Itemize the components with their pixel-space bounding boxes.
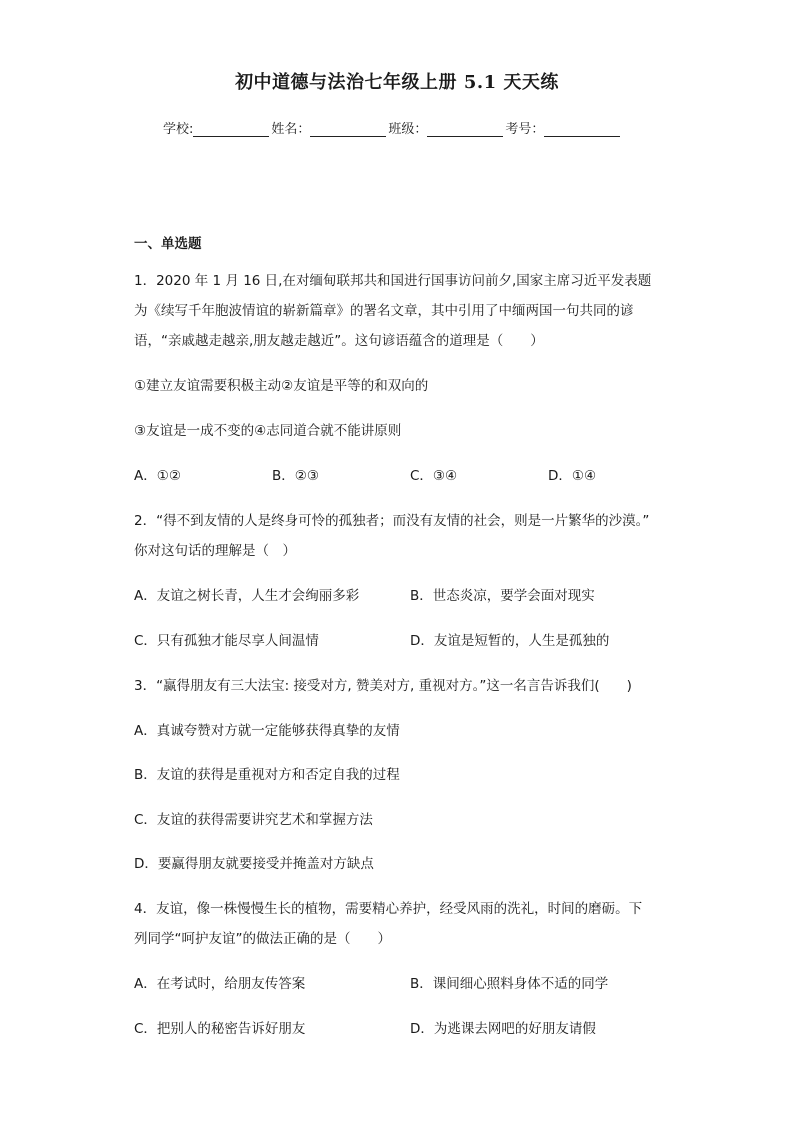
section-heading: 一、单选题 bbox=[134, 236, 202, 252]
class-label: 班级： bbox=[388, 122, 428, 137]
school-label: 学校: bbox=[163, 122, 194, 137]
question-1-option-b[interactable]: B．②③ bbox=[272, 468, 319, 484]
page-title: 初中道德与法治七年级上册 5.1 天天练 bbox=[235, 72, 559, 93]
question-3-line-1: 3．“赢得朋友有三大法宝: 接受对方, 赞美对方, 重视对方。”这一名言告诉我们( ) bbox=[134, 678, 632, 694]
question-3-option-d[interactable]: D．要赢得朋友就要接受并掩盖对方缺点 bbox=[134, 856, 374, 872]
question-2-option-c[interactable]: C．只有孤独才能尽享人间温情 bbox=[134, 633, 319, 649]
class-blank[interactable] bbox=[427, 122, 503, 137]
question-4-line-1: 4．友谊，像一株慢慢生长的植物，需要精心养护，经受风雨的洗礼，时间的磨砺。下 bbox=[134, 901, 643, 917]
question-2-option-b[interactable]: B．世态炎凉，要学会面对现实 bbox=[410, 588, 595, 604]
student-info-row bbox=[163, 118, 622, 137]
question-1-option-a[interactable]: A．①② bbox=[134, 468, 181, 484]
question-2-line-1: 2．“得不到友情的人是终身可怜的孤独者；而没有友情的社会，则是一片繁华的沙漠。” bbox=[134, 513, 650, 529]
question-3-option-a[interactable]: A．真诚夸赞对方就一定能够获得真挚的友情 bbox=[134, 723, 400, 739]
question-4-option-b[interactable]: B．课间细心照料身体不适的同学 bbox=[410, 976, 609, 992]
name-label: 姓名： bbox=[271, 122, 311, 137]
question-1-line-3: 语，“亲戚越走越亲,朋友越走越近”。这句谚语蕴含的道理是（ ） bbox=[134, 333, 544, 349]
question-2-option-d[interactable]: D．友谊是短暂的，人生是孤独的 bbox=[410, 633, 610, 649]
question-1-statement-2: ③友谊是一成不变的④志同道合就不能讲原则 bbox=[134, 423, 402, 439]
question-1-line-2: 为《续写千年胞波情谊的崭新篇章》的署名文章，其中引用了中缅两国一句共同的谚 bbox=[134, 303, 634, 319]
question-3-option-c[interactable]: C．友谊的获得需要讲究艺术和掌握方法 bbox=[134, 812, 373, 828]
question-1-statement-1: ①建立友谊需要积极主动②友谊是平等的和双向的 bbox=[134, 378, 429, 394]
question-4-line-2: 列同学“呵护友谊”的做法正确的是（ ） bbox=[134, 931, 391, 947]
school-blank[interactable] bbox=[193, 122, 269, 137]
question-4-option-c[interactable]: C．把别人的秘密告诉好朋友 bbox=[134, 1021, 306, 1037]
question-1-line-1: 1．2020 年 1 月 16 日,在对缅甸联邦共和国进行国事访问前夕,国家主席习近平发表题 bbox=[134, 273, 652, 289]
exam-no-blank[interactable] bbox=[544, 122, 620, 137]
question-1-option-d[interactable]: D．①④ bbox=[548, 468, 597, 484]
name-blank[interactable] bbox=[310, 122, 386, 137]
question-2-option-a[interactable]: A．友谊之树长青，人生才会绚丽多彩 bbox=[134, 588, 360, 604]
question-3-option-b[interactable]: B．友谊的获得是重视对方和否定自我的过程 bbox=[134, 767, 400, 783]
question-2-line-2: 你对这句话的理解是（ ） bbox=[134, 543, 296, 559]
question-4-option-d[interactable]: D．为逃课去网吧的好朋友请假 bbox=[410, 1021, 596, 1037]
exam-no-label: 考号： bbox=[505, 122, 545, 137]
question-4-option-a[interactable]: A．在考试时，给朋友传答案 bbox=[134, 976, 306, 992]
question-1-option-c[interactable]: C．③④ bbox=[410, 468, 458, 484]
